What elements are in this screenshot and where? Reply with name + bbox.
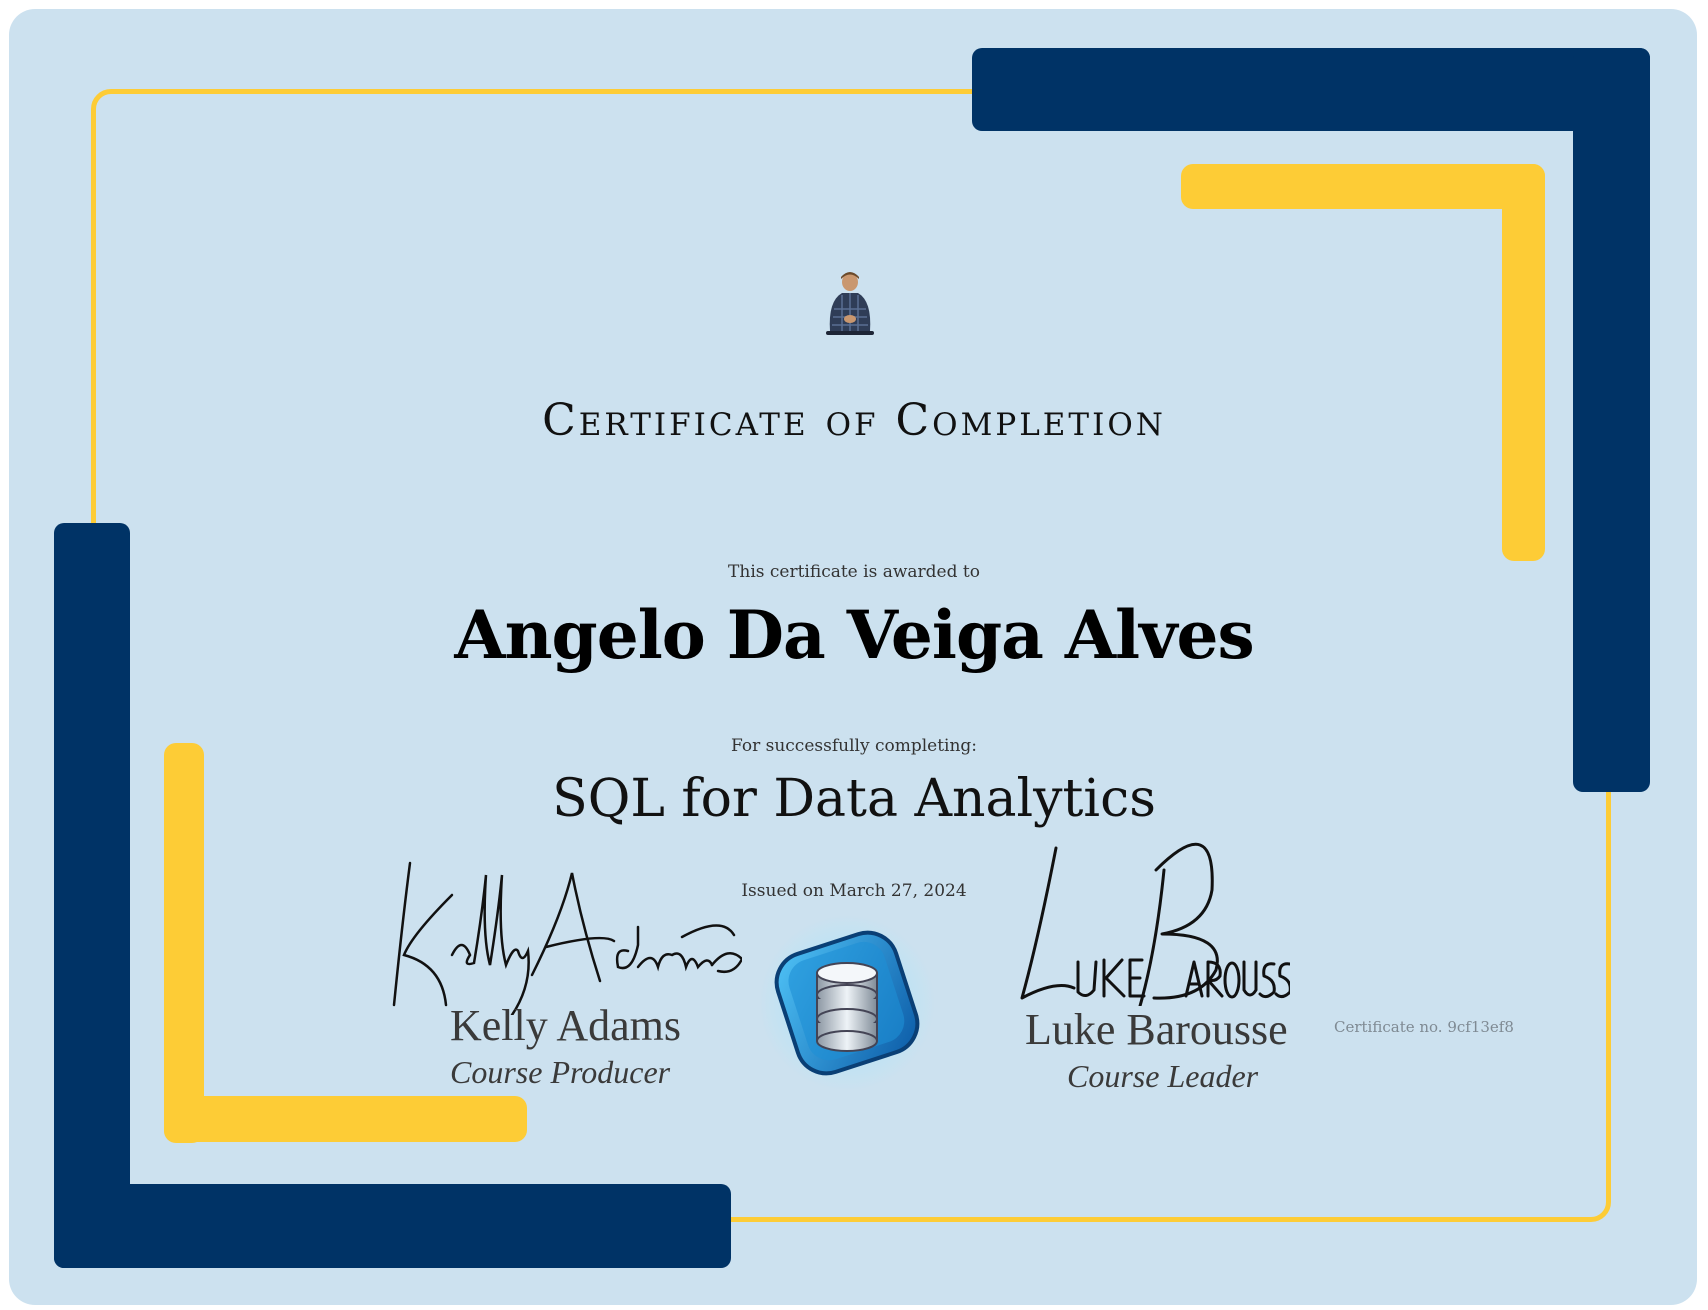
recipient-name: Angelo Da Veiga Alves [454, 596, 1254, 674]
luke-barousse-signature [1016, 830, 1290, 1006]
signatory-1-role: Course Producer [450, 1054, 671, 1090]
navy-corner-top-horizontal [972, 48, 1650, 131]
signatory-2-role: Course Leader [1067, 1058, 1259, 1094]
signatory-1-name: Kelly Adams [450, 1001, 681, 1050]
signatory-2-name: Luke Barousse [1025, 1005, 1288, 1054]
kelly-adams-signature [382, 855, 742, 1015]
gold-corner-top-horizontal [1181, 164, 1545, 209]
certificate-number: Certificate no. 9cf13ef8 [1334, 1018, 1514, 1036]
course-name: SQL for Data Analytics [552, 769, 1156, 829]
gold-corner-bottom-horizontal [164, 1096, 527, 1142]
navy-corner-bottom-horizontal [54, 1184, 731, 1268]
database-icon [757, 913, 937, 1093]
issued-date: Issued on March 27, 2024 [741, 881, 967, 901]
gold-corner-top-vertical [1502, 164, 1545, 561]
certificate-title: Certificate of Completion [542, 395, 1166, 446]
awarded-label: This certificate is awarded to [728, 562, 980, 582]
completing-label: For successfully completing: [730, 736, 978, 756]
presenter-avatar-icon [822, 271, 878, 337]
